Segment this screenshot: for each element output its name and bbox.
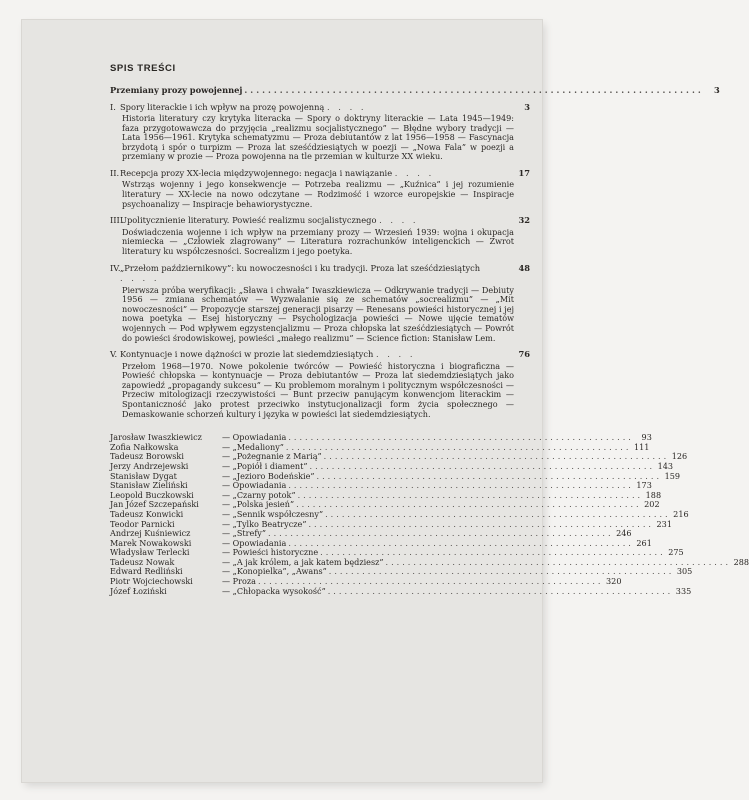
toc-title: SPIS TREŚCI [110,63,176,74]
work-title: — Opowiadania [222,432,287,443]
chapter-heading [110,349,530,360]
leader-dots: .............................................................. [288,432,634,443]
leader-dots: .............................................................. [268,528,614,539]
author-name: Jerzy Andrzejewski [110,460,189,471]
author-name: Piotr Wojciechowski [110,576,193,587]
author-name: Stanisław Zieliński [110,480,188,491]
leader-dots: .............................................................. [316,470,663,481]
chapter-page: 76 [518,349,530,360]
work-title: — „Chłopacka wysokość” [222,585,326,596]
author-page: 288 [733,556,749,567]
work-title: — „Strefy” [222,528,267,539]
author-page: 305 [676,566,693,577]
author-page: 159 [664,470,681,481]
author-page: 246 [616,528,632,539]
leader-dots: .............................................................. [308,518,654,529]
leader-dots: .............................................................. [309,460,656,471]
chapter-number: IV. [110,262,121,273]
author-page: 93 [641,432,652,443]
chapter-number: I. [110,101,116,112]
leader-dots: .............................................................. [297,489,644,500]
chapter-description: Pierwsza próba weryfikacji: „Sława i chwała” Iwaszkiewicza — Odkrywanie tradycji — Debiuty 1956 — zmiana schematów — Wyzwalanie się ze schematów „socrealizmu” — „Mit nowoczesności” — Propozycje starszej generacji pisarzy — Renesans powieści historycznej i jej nowa poetyka — Esej historyczny — Psychologizacja powieści — Nowe ujęcie tematów wojennych — Pod wpływem egzystencjalizmu — Proza chłopska lat sześćdziesiątych — Powrót do powieści środowiskowej, powieści „małego realizmu” — Science fiction: Stanisław Lem. [122,284,514,343]
leader-dots: .............................................................. [320,547,666,558]
chapter-title-wrap [120,215,508,226]
work-title: — „Medaliony” [222,441,284,452]
work-title: — „Pożegnanie z Marią” [222,451,322,462]
leader-dots: .............................................................. [288,537,634,548]
author-name: Marek Nowakowski [110,537,192,548]
leader-dots: . . . . [327,101,367,112]
chapter-list [110,102,530,420]
leader-dots: .............................................................. [285,441,632,452]
author-name: Andrzej Kuśniewicz [110,528,191,539]
part-entry [110,85,720,96]
leader-dots: .............................................................. [385,556,732,567]
leader-dots: .............................................................. [288,480,634,491]
work-title: — „Popiół i diament” [222,460,308,471]
author-list [110,432,749,596]
work-title: — „Polska jesień” [222,499,295,510]
chapter-heading [110,215,530,226]
chapter-title: Kontynuacje i nowe dążności w prozie lat siedemdziesiątych [120,349,374,360]
leader-dots: .............................................................. [323,451,670,462]
work-title: — Powieści historyczne [222,547,319,558]
author-name: Jan Józef Szczepański [110,499,199,510]
author-name: Tadeusz Borowski [110,451,184,462]
leader-dots: . . . . [376,349,416,360]
chapter-description: Przełom 1968—1970. Nowe pokolenie twórców — Powieść historyczna i biograficzna — Powieść chłopska — kontynuacje — Proza debiutantów — Proza lat siedemdziesiątych jako zapowiedź „propagandy sukcesu” — Ku problemom moralnym i politycznym współczesności — Przeciw mitologizacji rzeczywistości — Bunt przeciw panującym konwencjom literackim — Spontaniczność jako protest przeciwko instytucjonalizacji form życia społecznego — Demaskowanie schorzeń kultury i języka w powieści lat siedemdziesiątych. [122,360,514,419]
author-page: 111 [633,441,650,452]
chapter-title-wrap [120,102,508,113]
leader-dots: . . . . [120,273,160,284]
chapter-title: Recepcja prozy XX-lecia międzywojennego: negacja i nawiązanie [120,167,393,178]
chapter-title: Upolitycznienie literatury. Powieść realizmu socjalistycznego [120,215,377,226]
chapter-entry [110,349,530,419]
chapter-heading [110,168,530,179]
leader-dots: .............................................................. [257,576,604,587]
work-title: — Opowiadania [222,480,287,491]
chapter-entry [110,168,530,209]
author-entry [110,585,692,597]
leader-dots: .............................................................. [296,499,642,510]
chapter-page: 17 [518,167,530,178]
author-name: Jarosław Iwaszkiewicz [110,432,202,443]
author-page: 275 [668,547,684,558]
author-page: 188 [645,489,662,500]
author-name: Zofia Nałkowska [110,441,179,452]
author-page: 126 [671,451,688,462]
work-title: — „Czarny potok” [222,489,296,500]
author-name: Józef Łoziński [110,585,167,596]
chapter-description: Wstrząs wojenny i jego konsekwencje — Potrzeba realizmu — „Kuźnica” i jej rozumienie literatury — XX-lecie na nowo odczytane — Rodzimość i wzorce europejskie — Inspiracje psychoanalizy — Inspiracje behawiorystyczne. [122,179,514,209]
chapter-title-wrap [120,349,508,360]
book-page [22,20,749,782]
author-page: 261 [636,537,652,548]
chapter-page: 3 [524,101,530,112]
work-title: — Proza [222,576,256,587]
chapter-entry [110,102,530,162]
author-name: Edward Redliński [110,566,183,577]
chapter-heading [110,263,530,284]
author-page: 216 [673,508,689,519]
work-title: — Opowiadania [222,537,287,548]
author-name: Tadeusz Nowak [110,556,175,567]
author-name: Władysław Terlecki [110,547,190,558]
part-page: 3 [713,85,720,95]
table-of-contents [110,63,749,596]
chapter-description: Doświadczenia wojenne i ich wpływ na przemiany prozy — Wrzesień 1939: wojna i okupacja niemiecka — „Człowiek zlagrowany” — Literatura rozrachunków inteligenckich — Zwrot literatury ku współczesności. Socrealizm i jego poetyka. [122,226,514,256]
leader-dots: .............................................................. [325,508,671,519]
leader-dots: .............................................................................. [244,85,704,95]
author-name: Leopold Buczkowski [110,489,194,500]
chapter-description: Historia literatury czy krytyka literacka — Spory o doktryny literackie — Lata 1945—1949: faza przygotowawcza do przyjęcia „realizmu socjalistycznego” — Błędne wybory tradycji — Lata 1956—1961. Krytyka schematyzmu — Proza debiutantów z lat 1956—1958 — Fascynacja brzydotą i spór o turpizm — Proza lat sześćdziesiątych w poezji — „Nowa Fala” w poezji a przemiany w prozie — Proza powojenna na tle przemian w kulturze XX wieku. [122,113,514,162]
chapter-entry [110,263,530,344]
work-title: — „Jezioro Bodeńskie” [222,470,315,481]
author-name: Teodor Parnicki [110,518,175,529]
author-page: 173 [636,480,652,491]
chapter-number: V. [110,349,118,360]
chapter-number: II. [110,167,120,178]
work-title: — „Tylko Beatrycze” [222,518,307,529]
chapter-page: 48 [518,262,530,273]
chapter-title: Spory literackie i ich wpływ na prozę powojenną [120,101,325,112]
chapter-heading [110,102,530,113]
author-page: 231 [656,518,672,529]
work-title: — „Sennik współczesny” [222,508,324,519]
author-page: 335 [675,585,692,596]
author-name: Tadeusz Konwicki [110,508,184,519]
author-page: 143 [657,460,674,471]
chapter-number: III. [110,215,123,226]
author-page: 320 [606,576,622,587]
chapter-title-wrap [120,263,508,284]
part-title: Przemiany prozy powojennej [110,85,243,95]
work-title: — „A jak królem, a jak katem będziesz” [222,556,384,567]
work-title: — „Konopielka”, „Awans” [222,566,327,577]
chapter-page: 32 [518,215,530,226]
author-name: Stanisław Dygat [110,470,177,481]
leader-dots: . . . . [394,167,435,178]
chapter-title-wrap [120,168,508,179]
leader-dots: .............................................................. [327,585,674,596]
chapter-entry [110,215,530,256]
author-page: 202 [644,499,660,510]
leader-dots: .............................................................. [328,566,675,577]
leader-dots: . . . . [379,215,419,226]
chapter-title: „Przełom październikowy”: ku nowoczesności i ku tradycji. Proza lat sześćdziesiątych [120,262,481,273]
